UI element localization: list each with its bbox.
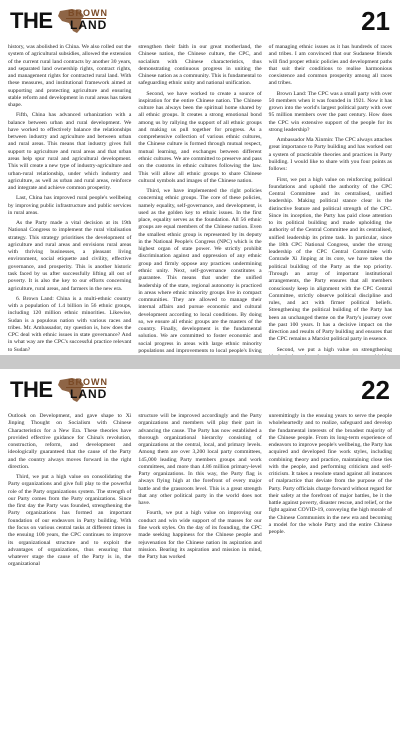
paragraph: Outlook on Development, and gave shape to Xi Jinping Thought on Socialism with Chinese Characteristics for a New Era. These theories have provided effective guidance for China's revolution, construction, reform, and development and ideologically guaranteed that the cause of the Party and the country always moves forward in the right direction. — [8, 413, 132, 470]
paragraph: structure will be improved accordingly and the Party organizations and members will play their part in advancing the cause. The Party has now established a thorough organizational hierarchy consisting of organizations at the central, local, and primary levels. Among them are over 3,200 local party committees, 145,000 leading Party members groups and work committees, and more than 4.86 million primary-level Party organizations. In this way, the Party flag is always flying high at the forefront of every major battle and the grassroots level. This is a great strength that any other political party in the world does not have. — [138, 413, 262, 507]
paragraph: Ambassador Ma Xinmin: The CPC always attaches great importance to Party building and has worked out a system of practicable theories and practices in Party building. I would like to share with you four points as follows: — [268, 137, 392, 173]
article-column-3 — [269, 44, 392, 355]
paragraph: unremittingly in the ensuing years to serve the people wholeheartedly and to realize, safeguard and develop the fundamental interests of the broadest majority of the Chinese people. From its long-term experience of endeavors to improve people's wellbeing, the Party has acquired and developed fine work styles, including combining theory and practice, maintaining close ties with the people, and performing criticism and self-criticism. It takes a resolute stand against all instances of malpractice that deviate from the purpose of the Party. Party officials charge forward without regard for their safety at the forefront of major battles, be it the battle against poverty, disaster rescue, and relief, or the fight against COVID-19, conveying the high morale of the Chinese Communists in the new era and becoming a model for the whole Party and the entire Chinese people. — [268, 413, 392, 536]
paragraph: Brown Land: The CPC was a small party with over 50 members when it was founded in 1921. Now it has grown into the world's largest political party with over 95 million members over the past century. How does the CPC win extensive support of the people for its strong leadership? — [268, 90, 392, 133]
article-column-1 — [8, 413, 131, 572]
paragraph: First, we put a high value on reinforcing political foundations and uphold the authority of the CPC Central Committee and its centralised, unified leadership. Making political stance clear is the distinctive feature and political strength of the CPC. Since its inception, the Party has paid close attention to its political building and made upholding the authority of the Central Committee and its centralised, unified leadership its prime task. In particular, since the 18th CPC National Congress, under the strong leadership of the CPC Central Committee with Comrade Xi Jinping at its core, we have taken the political building of the Party as the top priority. Through an array of important institutional arrangements, the Party ensures that all members consciously keep in alignment with the CPC Central Committee, strictly observe political discipline and rules, and act with firmer political beliefs. Strengthening the political building of the Party has been an unchanged theme on the Party's journey over the past 100 years. It has a decisive impact on the direction and results of Party building and ensures that the CPC remains a Marxist political party in essence. — [268, 176, 392, 343]
page-number: 21 — [361, 6, 390, 36]
paragraph: 6. Brown Land: China is a multi-ethnic country with a population of 1.4 billion in 56 ethnic groups, including 120 million ethnic minorities. Likewise, Sudan is a populous nation with various races and tribes. Mr. Ambassador, my question is, how does the CPC deal with ethnic issues in state governance? And in what way are the CPC's successful practice relevant to Sudan? — [8, 295, 132, 353]
paragraph: Fourth, we put a high value on improving our conduct and win wide support of the masses for our fine work styles. On the day of its founding, the CPC made seeking happiness for the Chinese people and rejuvenation for the Chinese nation its aspiration and mission. Bearing its aspiration and mission in mind, the Party has worked — [138, 510, 262, 561]
paragraph: Second, we put a high value on strengthening — [276, 346, 392, 353]
article-column-2 — [138, 413, 261, 572]
paragraph: Last, China has improved rural people's wellbeing by improving public infrastructure and public services in rural areas. — [8, 195, 132, 216]
logo-the-text: THE — [10, 377, 53, 402]
logo-the-text: THE — [10, 8, 53, 33]
page-header — [0, 0, 400, 42]
article-column-3 — [269, 413, 392, 572]
magazine-page-22 — [0, 369, 400, 729]
magazine-page-21 — [0, 0, 400, 355]
page-number: 22 — [361, 375, 390, 405]
page-header — [0, 369, 400, 411]
article-column-2 — [138, 44, 261, 355]
brown-land-logo — [10, 6, 130, 36]
logo-brown-text: BROWN — [68, 8, 108, 18]
paragraph: Third, we put a high value on consolidating the Party organizations and give full play to the powerful role of the Party organizations system. The strength of our Party comes from the Party organizations. Since the first day the Party was founded, strengthening the Party organizations has formed an important foundation of our endeavors in Party building. With the focus on various central tasks at different times in the ensuing 100 years, the CPC continues to improve its organizational structure and to exploit the advantages of organizations, thus ensuring that whatever stage the cause of the Party is in, the organizational — [8, 474, 132, 568]
article-columns — [0, 411, 400, 572]
article-columns — [0, 42, 400, 355]
paragraph: Second, we have worked to create a source of inspiration for the entire Chinese nation. The Chinese culture has always been the spiritual home shared by all ethnic groups. It creates a strong emotional bond among us by rallying the support of all ethnic groups and making us pull together for progress. As a comprehensive collection of various ethnic cultures, the Chinese culture is formed through mutual respect, mutual learning, and exchanges between different ethnic cultures. We are committed to preserve and pass on the customs in ethnic cultures following the law. This will allow all ethnic groups to share Chinese cultural symbols and images of the Chinese nation. — [138, 90, 262, 184]
paragraph: of managing ethnic issues as it has hundreds of races and tribes. I am convinced that our Sudanese friends will find proper ethnic policies and development paths that suit their conditions to realise harmonious coexistence and common prosperity among all races and tribes. — [268, 44, 392, 87]
logo-brown-text: BROWN — [68, 377, 108, 387]
logo-land-text: LAND — [70, 18, 108, 32]
paragraph: Fifth, China has advanced urbanization with a balance between urban and rural development. We have worked to effectively balance the relationships between industry and agriculture and between urban and rural areas. This means that industry gives full support to agriculture and rural areas and that urban areas help spur rural and agricultural development. This will create a new type of industry-agriculture and urban-rural relationship, under which industry and agriculture, as well as urban and rural areas, reinforce and integrate and achieve common prosperity. — [8, 112, 132, 192]
paragraph: history, was abolished in China. We also rolled out the system of agricultural subsidies, allowed the extension of the current rural land contracts by another 30 years, and separated land ownership rights, contract rights, and management rights for contracted rural land. With these measures, and institutional framework aimed at supporting and protecting agriculture and ensuring stable reform and development in rural areas has taken shape. — [8, 44, 132, 109]
paragraph: As the Party made a vital decision at its 19th National Congress to implement the rural vitalisation strategy. This strategy prioritises the development of agriculture and rural areas and envisions rural areas with thriving businesses, a pleasant living environment, social etiquette and civility, effective governance, and prosperity. This is another historic task faced by us after successfully lifting all out of poverty. It is also the key to our efforts concerning agriculture, rural areas, and farmers in the new era. — [8, 220, 132, 292]
brown-land-logo — [10, 375, 130, 405]
logo-land-text: LAND — [70, 387, 108, 401]
paragraph: Third, we have implemented the right policies concerning ethnic groups. The core of these policies, namely equality, self-governance, and development, is used as the golden key to ethnic issues. In the first place, equality serves as the foundation. All 56 ethnic groups are equal members of the Chinese nation. Even the smallest ethnic group is represented by its deputy in the National People's Congress (NPC) which is the highest organ of state power. We strictly prohibit discrimination against and oppression of any ethnic group and firmly oppose any practices undermining ethnic unity. Next, self-governance constitutes a guarantee. This means that under the unified leadership of the state, regional autonomy is practiced in areas where ethnic minority groups live in compact communities. They are allowed to manage their internal affairs and pursue economic and cultural development according to local conditions. By doing so, we ensure all ethnic groups are the masters of the country. Finally, development is the fundamental solution. We are committed to foster economic and social progress in areas with large ethnic minority populations and improvements to local people's living — [138, 188, 262, 354]
paragraph: strengthen their faith in our great motherland, the Chinese nation, the Chinese culture, the CPC, and socialism with Chinese characteristics, thus demonstrating continuous progress in uniting the Chinese nation as a community. This is fundamental to safeguarding ethnic unity and national unification. — [138, 44, 262, 87]
article-column-1 — [8, 44, 131, 355]
